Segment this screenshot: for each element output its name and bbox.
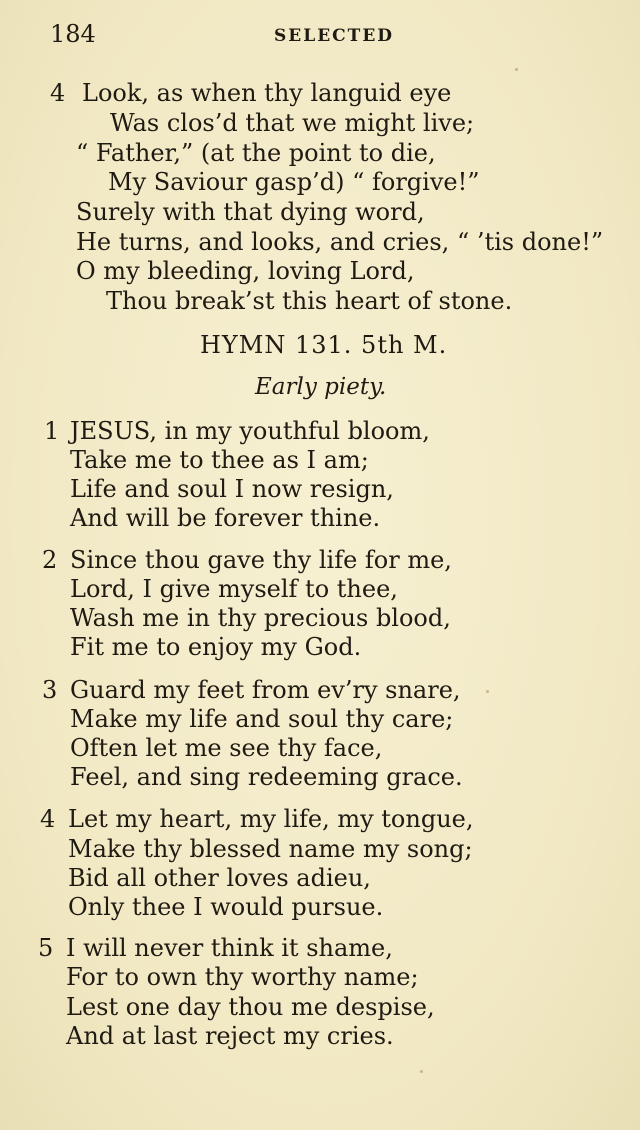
verse-line: My Saviour gasp’d) “ forgive!” [108,168,480,196]
paper-speck [486,690,489,693]
paper-speck [515,68,518,71]
stanza-number: 4 [40,805,56,833]
stanza-number: 4 [50,79,66,107]
verse-line: Take me to thee as I am; [70,446,369,474]
verse-line: Only thee I would pursue. [68,893,384,921]
verse-line: Fit me to enjoy my God. [70,633,362,661]
running-head: SELECTED [274,26,395,46]
paper-speck [420,1070,423,1073]
verse-line: Guard my feet from ev’ry snare, [70,676,461,704]
verse-line: For to own thy worthy name; [66,963,419,991]
verse-line: O my bleeding, loving Lord, [76,257,415,285]
verse-line: Look, as when thy languid eye [82,79,452,107]
verse-line: I will never think it shame, [66,934,393,962]
verse-line: Often let me see thy face, [70,734,383,762]
stanza-number: 2 [42,546,58,574]
stanza-number: 3 [42,676,58,704]
verse-line: Lest one day thou me despise, [66,993,435,1021]
verse-line: And will be forever thine. [70,504,381,532]
verse-line: Lord, I give myself to thee, [70,575,398,603]
verse-line: Bid all other loves adieu, [68,864,371,892]
verse-line: Since thou gave thy life for me, [70,546,452,574]
page-number: 184 [50,20,96,48]
hymn-title: HYMN 131. 5th M. [200,331,448,359]
verse-line: Life and soul I now resign, [70,475,394,503]
stanza-number: 1 [44,417,60,445]
verse-line: JESUS, in my youthful bloom, [70,417,430,445]
verse-line: “ Father,” (at the point to die, [76,139,436,167]
verse-line: Feel, and sing redeeming grace. [70,763,463,791]
verse-line: Let my heart, my life, my tongue, [68,805,474,833]
page-header [50,18,430,48]
verse-line: Thou break’st this heart of stone. [106,287,513,315]
hymn-subtitle: Early piety. [255,374,387,400]
verse-line: And at last reject my cries. [66,1022,394,1050]
stanza-number: 5 [38,934,54,962]
verse-line: Make thy blessed name my song; [68,835,473,863]
verse-line: Was clos’d that we might live; [110,109,475,137]
verse-line: Make my life and soul thy care; [70,705,454,733]
verse-line: Surely with that dying word, [76,198,425,226]
verse-line: Wash me in thy precious blood, [70,604,451,632]
verse-line: He turns, and looks, and cries, “ ’tis done!” [76,228,604,256]
